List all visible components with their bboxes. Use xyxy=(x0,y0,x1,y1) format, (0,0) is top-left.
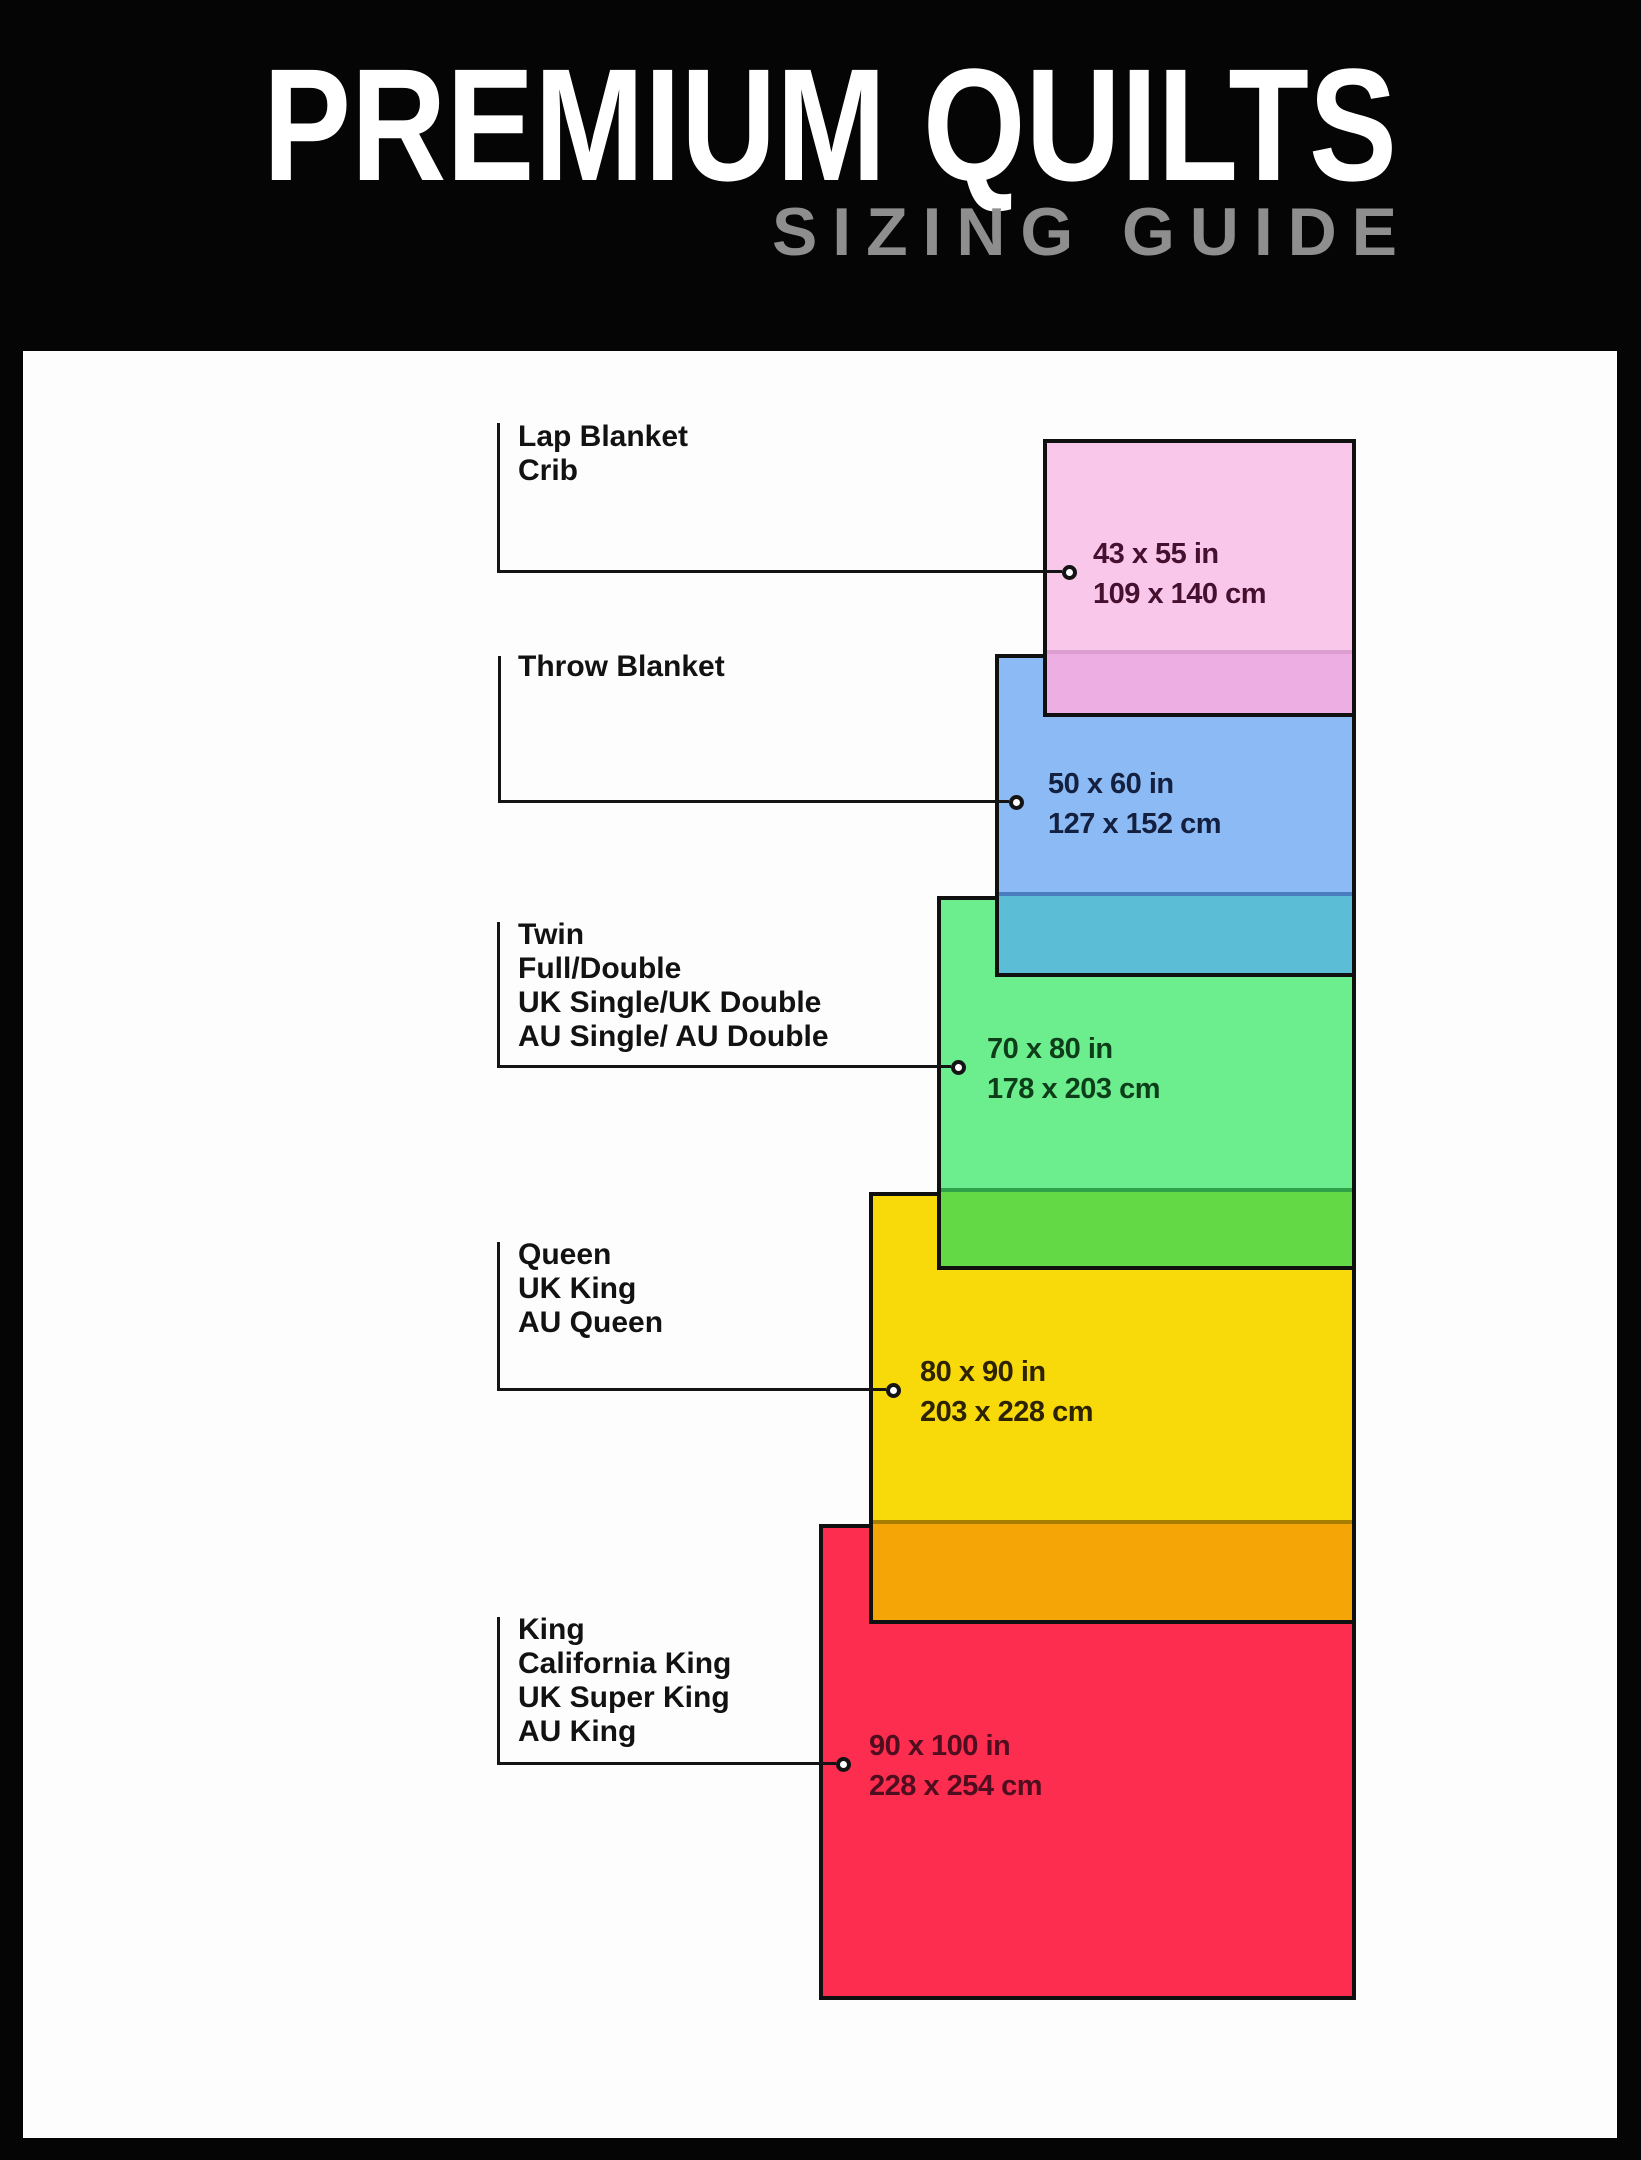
leader-line-lap-crib xyxy=(497,570,1062,573)
dimensions-inches-twin-full-double: 70 x 80 in xyxy=(987,1033,1113,1065)
leader-line-queen xyxy=(497,1388,886,1391)
dimensions-lap-crib xyxy=(1093,534,1266,614)
page-title: PREMIUM QUILTS xyxy=(263,35,1397,214)
dimensions-cm-throw: 127 x 152 cm xyxy=(1048,808,1221,840)
page-subtitle: SIZING GUIDE xyxy=(772,194,1397,270)
leader-tick-twin-full-double xyxy=(497,922,500,1067)
leader-dot-throw xyxy=(1009,795,1024,810)
label-twin-full-double xyxy=(518,918,829,1054)
leader-line-throw xyxy=(498,800,1009,803)
leader-dot-lap-crib xyxy=(1062,565,1077,580)
label-line-queen-2: AU Queen xyxy=(518,1306,664,1339)
label-line-throw-0: Throw Blanket xyxy=(518,650,725,683)
label-throw xyxy=(518,650,725,684)
dimensions-cm-twin-full-double: 178 x 203 cm xyxy=(987,1073,1160,1105)
dimensions-cm-lap-crib: 109 x 140 cm xyxy=(1093,578,1266,610)
dimensions-inches-queen: 80 x 90 in xyxy=(920,1356,1046,1388)
dimensions-queen xyxy=(920,1352,1093,1432)
dimensions-inches-lap-crib: 43 x 55 in xyxy=(1093,538,1219,570)
label-line-twin-full-double-1: Full/Double xyxy=(518,952,682,985)
label-line-queen-1: UK King xyxy=(518,1272,637,1305)
leader-dot-king xyxy=(836,1757,851,1772)
label-line-king-1: California King xyxy=(518,1647,732,1680)
label-line-lap-crib-0: Lap Blanket xyxy=(518,420,689,453)
leader-line-twin-full-double xyxy=(497,1065,951,1068)
dimensions-inches-king: 90 x 100 in xyxy=(869,1730,1011,1762)
label-line-lap-crib-1: Crib xyxy=(518,454,578,487)
label-line-king-2: UK Super King xyxy=(518,1681,730,1714)
label-line-king-0: King xyxy=(518,1613,585,1646)
leader-tick-lap-crib xyxy=(497,423,500,572)
leader-line-king xyxy=(497,1762,836,1765)
label-line-twin-full-double-2: UK Single/UK Double xyxy=(518,986,822,1019)
dimensions-cm-king: 228 x 254 cm xyxy=(869,1770,1042,1802)
label-line-twin-full-double-0: Twin xyxy=(518,918,585,951)
leader-tick-queen xyxy=(497,1242,500,1390)
dimensions-king xyxy=(869,1726,1042,1806)
label-line-king-3: AU King xyxy=(518,1715,637,1748)
label-queen xyxy=(518,1238,663,1340)
label-king xyxy=(518,1613,731,1749)
dimensions-inches-throw: 50 x 60 in xyxy=(1048,768,1174,800)
leader-tick-king xyxy=(497,1617,500,1764)
leader-dot-queen xyxy=(886,1383,901,1398)
leader-tick-throw xyxy=(498,656,501,802)
label-line-twin-full-double-3: AU Single/ AU Double xyxy=(518,1020,829,1053)
dimensions-cm-queen: 203 x 228 cm xyxy=(920,1396,1093,1428)
label-line-queen-0: Queen xyxy=(518,1238,612,1271)
dimensions-twin-full-double xyxy=(987,1029,1160,1109)
leader-dot-twin-full-double xyxy=(951,1060,966,1075)
label-lap-crib xyxy=(518,420,688,488)
dimensions-throw xyxy=(1048,764,1221,844)
